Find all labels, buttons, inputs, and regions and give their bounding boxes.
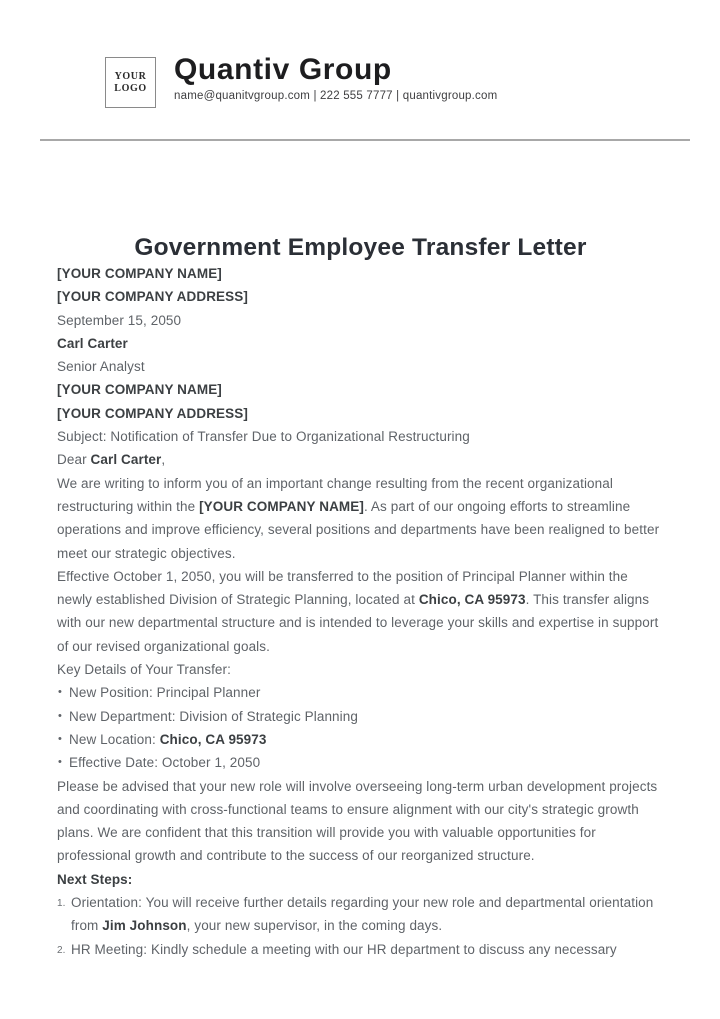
sender-company-address: [YOUR COMPANY ADDRESS] — [57, 289, 248, 305]
key-details-heading: Key Details of Your Transfer: — [57, 662, 231, 678]
logo-text-line2: LOGO — [114, 82, 147, 94]
letterhead-text — [174, 53, 498, 102]
list-item-department-text: New Department: Division of Strategic Planning — [69, 708, 358, 724]
step-orientation-text: Orientation: You will receive further details regarding your new role and departmental orientation from — [71, 895, 654, 934]
recipient-name: Carl Carter — [57, 335, 128, 351]
step-orientation-supervisor: Jim Johnson — [102, 918, 187, 934]
bullet-icon: • — [58, 756, 62, 769]
salutation-name: Carl Carter — [90, 452, 162, 468]
letterhead — [0, 0, 720, 108]
list-item-position-text: New Position: Principal Planner — [69, 685, 261, 701]
sender-company-name: [YOUR COMPANY NAME] — [57, 266, 222, 281]
paragraph-intro-text-cont: . As part of our ongoing efforts to streamline operations and improve efficiency, several positions and departments have been realigned to better meet our strategic objectives. — [57, 498, 660, 561]
subject-line: Subject: Notification of Transfer Due to Organizational Restructuring — [57, 429, 470, 445]
step-item-hr-meeting — [57, 938, 664, 961]
list-item-effective-date — [57, 751, 664, 774]
paragraph-effective-text-cont: . This transfer aligns with our new departmental structure and is intended to leverage your skills and expertise in support of our revised organizational goals. — [57, 592, 659, 654]
step-item-orientation — [57, 891, 664, 938]
list-item-department — [57, 705, 664, 728]
paragraph-role: Please be advised that your new role will involve overseeing long-term urban development projects and coordinating with cross-functional teams to ensure alignment with our city's strategic growth plans. We are confident that this transition will provide you with valuable opportunities for professional growth and contribute to the success of our reorganized structure. — [57, 778, 658, 864]
header-divider — [40, 139, 690, 141]
bullet-icon: • — [58, 732, 62, 745]
step-hr-meeting-text: HR Meeting: Kindly schedule a meeting with our HR department to discuss any necessary — [71, 941, 617, 957]
recipient-job-title: Senior Analyst — [57, 359, 145, 375]
step-orientation-text-cont: , your new supervisor, in the coming days. — [186, 918, 443, 934]
transfer-details-list — [57, 681, 664, 774]
recipient-company-name: [YOUR COMPANY NAME] — [57, 382, 222, 398]
company-logo-placeholder — [105, 57, 156, 108]
list-item-effective-date-text: Effective Date: October 1, 2050 — [69, 755, 261, 771]
recipient-company-address: [YOUR COMPANY ADDRESS] — [57, 405, 248, 421]
paragraph-intro-text: We are writing to inform you of an important change resulting from the recent organizational restructuring within the — [57, 475, 613, 514]
letter-body — [57, 233, 664, 961]
bullet-icon: • — [58, 686, 62, 699]
company-name: Quantiv Group — [174, 53, 392, 86]
bullet-icon: • — [58, 709, 62, 722]
logo-text-line1: YOUR — [114, 71, 147, 82]
paragraph-effective-text: Effective October 1, 2050, you will be transferred to the position of Principal Planner within the newly established Division of Strategic Planning, located at — [57, 568, 628, 608]
list-item-position — [57, 681, 664, 704]
letter-title: Government Employee Transfer Letter — [134, 234, 587, 261]
list-item-location-label: New Location: — [69, 731, 160, 747]
paragraph-effective-location: Chico, CA 95973 — [418, 592, 526, 608]
contact-info: name@quanitvgroup.com | 222 555 7777 | quantivgroup.com — [174, 90, 498, 102]
paragraph-intro — [57, 472, 664, 565]
list-item-location-value: Chico, CA 95973 — [159, 731, 267, 747]
salutation — [57, 448, 664, 471]
letter-date: September 15, 2050 — [57, 312, 182, 328]
paragraph-intro-company-placeholder: [YOUR COMPANY NAME] — [199, 498, 364, 514]
next-steps-list — [57, 891, 664, 961]
list-item-location — [57, 728, 664, 751]
salutation-prefix: Dear — [57, 452, 91, 468]
next-steps-heading: Next Steps: — [57, 871, 133, 887]
salutation-suffix: , — [161, 452, 166, 468]
paragraph-effective — [57, 565, 664, 658]
